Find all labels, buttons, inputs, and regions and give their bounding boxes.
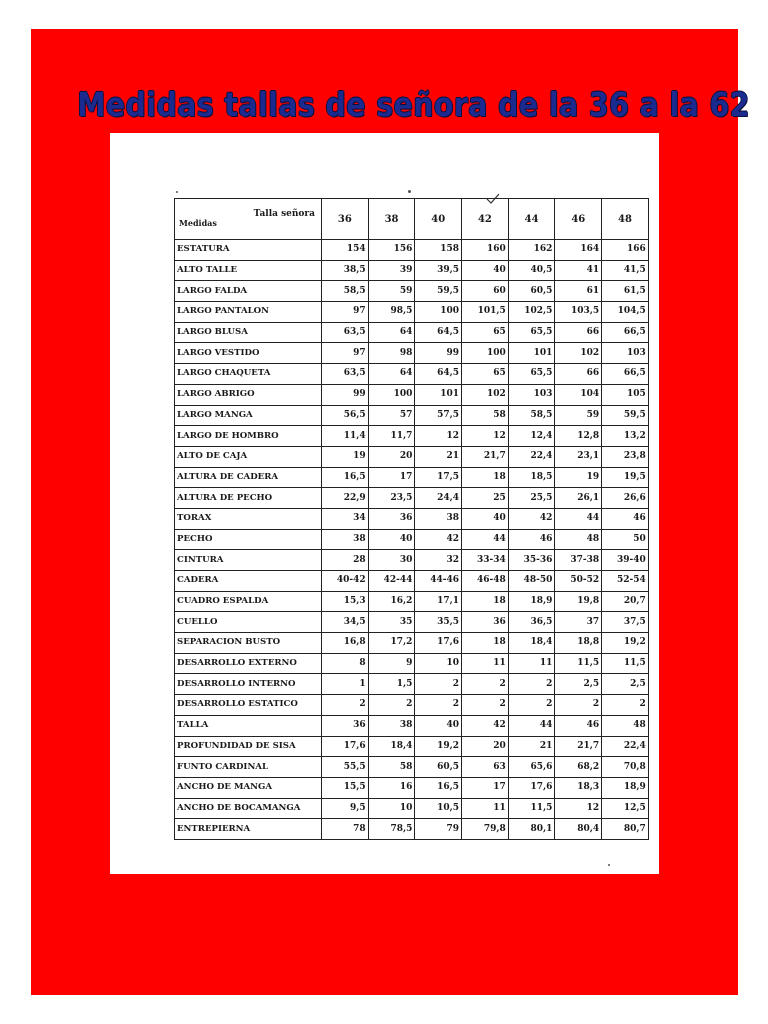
measure-value: 52-54 <box>602 571 649 592</box>
measure-value: 79 <box>415 819 462 840</box>
measure-value: 56,5 <box>322 405 369 426</box>
measure-value: 55,5 <box>322 757 369 778</box>
measure-value: 2 <box>322 695 369 716</box>
measure-value: 57,5 <box>415 405 462 426</box>
table-row <box>175 736 649 757</box>
table-row <box>175 281 649 302</box>
measure-label: ALTURA DE PECHO <box>175 488 322 509</box>
measure-label: LARGO DE HOMBRO <box>175 426 322 447</box>
measure-value: 40,5 <box>508 260 555 281</box>
table-row <box>175 322 649 343</box>
measure-value: 18,4 <box>508 633 555 654</box>
measure-value: 2 <box>415 674 462 695</box>
measure-value: 30 <box>368 550 415 571</box>
measure-value: 40 <box>462 260 509 281</box>
measure-value: 46 <box>602 508 649 529</box>
measure-value: 17,1 <box>415 591 462 612</box>
measure-value: 46 <box>508 529 555 550</box>
size-column-header: 46 <box>555 199 602 240</box>
table-row <box>175 571 649 592</box>
measure-value: 15,5 <box>322 777 369 798</box>
measure-value: 58,5 <box>508 405 555 426</box>
table-header-row <box>175 199 649 240</box>
measure-value: 79,8 <box>462 819 509 840</box>
measure-value: 101,5 <box>462 302 509 323</box>
measure-value: 78,5 <box>368 819 415 840</box>
measure-value: 23,8 <box>602 446 649 467</box>
measure-value: 19,2 <box>415 736 462 757</box>
measure-value: 41,5 <box>602 260 649 281</box>
measure-value: 48-50 <box>508 571 555 592</box>
table-row <box>175 777 649 798</box>
table-row <box>175 695 649 716</box>
measure-label: ALTO TALLE <box>175 260 322 281</box>
measure-value: 16,8 <box>322 633 369 654</box>
measure-value: 32 <box>415 550 462 571</box>
measure-value: 65 <box>462 364 509 385</box>
measure-value: 12 <box>415 426 462 447</box>
size-column-header: 42 <box>462 199 509 240</box>
measure-value: 11,7 <box>368 426 415 447</box>
table-row <box>175 426 649 447</box>
measure-value: 46-48 <box>462 571 509 592</box>
measure-value: 38 <box>322 529 369 550</box>
measure-value: 103 <box>508 384 555 405</box>
measure-value: 28 <box>322 550 369 571</box>
table-row <box>175 405 649 426</box>
measure-value: 2 <box>368 695 415 716</box>
table-row <box>175 819 649 840</box>
measure-value: 11 <box>462 798 509 819</box>
measure-label: DESARROLLO INTERNO <box>175 674 322 695</box>
measure-value: 102 <box>462 384 509 405</box>
measure-label: SEPARACION BUSTO <box>175 633 322 654</box>
table-row <box>175 612 649 633</box>
table-row <box>175 674 649 695</box>
measure-value: 37,5 <box>602 612 649 633</box>
measure-value: 102 <box>555 343 602 364</box>
measure-value: 19,8 <box>555 591 602 612</box>
measure-value: 16,5 <box>415 777 462 798</box>
measure-value: 65,5 <box>508 322 555 343</box>
measure-value: 18,9 <box>508 591 555 612</box>
measure-value: 26,6 <box>602 488 649 509</box>
measure-value: 64 <box>368 322 415 343</box>
measure-value: 97 <box>322 343 369 364</box>
size-column-header: 36 <box>322 199 369 240</box>
measure-value: 63,5 <box>322 364 369 385</box>
measure-value: 50 <box>602 529 649 550</box>
measure-value: 2 <box>462 695 509 716</box>
measure-value: 66 <box>555 364 602 385</box>
measure-value: 36 <box>322 715 369 736</box>
measure-value: 21,7 <box>555 736 602 757</box>
measure-label: LARGO CHAQUETA <box>175 364 322 385</box>
measure-value: 40 <box>368 529 415 550</box>
measure-value: 2 <box>555 695 602 716</box>
table-row <box>175 467 649 488</box>
measure-value: 99 <box>415 343 462 364</box>
measure-value: 22,9 <box>322 488 369 509</box>
measure-value: 42 <box>462 715 509 736</box>
measure-value: 39-40 <box>602 550 649 571</box>
size-measurements-table <box>174 198 649 840</box>
measure-value: 17,2 <box>368 633 415 654</box>
measure-value: 65,6 <box>508 757 555 778</box>
table-row <box>175 508 649 529</box>
measure-value: 19,2 <box>602 633 649 654</box>
measure-value: 38,5 <box>322 260 369 281</box>
measure-value: 18 <box>462 591 509 612</box>
measure-label: ANCHO DE MANGA <box>175 777 322 798</box>
measure-value: 17 <box>368 467 415 488</box>
measure-value: 1,5 <box>368 674 415 695</box>
measure-value: 18 <box>462 467 509 488</box>
table-row <box>175 550 649 571</box>
measure-value: 2 <box>508 674 555 695</box>
measure-value: 160 <box>462 240 509 261</box>
measure-value: 156 <box>368 240 415 261</box>
measure-label: CUELLO <box>175 612 322 633</box>
measure-value: 60 <box>462 281 509 302</box>
measure-value: 103,5 <box>555 302 602 323</box>
measure-label: PROFUNDIDAD DE SISA <box>175 736 322 757</box>
measure-value: 17,6 <box>415 633 462 654</box>
measure-value: 105 <box>602 384 649 405</box>
measure-value: 164 <box>555 240 602 261</box>
measure-value: 102,5 <box>508 302 555 323</box>
measure-value: 63 <box>462 757 509 778</box>
measure-value: 17 <box>462 777 509 798</box>
measure-value: 20 <box>368 446 415 467</box>
size-column-header: 40 <box>415 199 462 240</box>
measure-value: 15,3 <box>322 591 369 612</box>
measure-value: 59,5 <box>602 405 649 426</box>
table-row <box>175 488 649 509</box>
measure-value: 16 <box>368 777 415 798</box>
measure-value: 68,2 <box>555 757 602 778</box>
measure-label: FUNTO CARDINAL <box>175 757 322 778</box>
measure-value: 23,1 <box>555 446 602 467</box>
table-row <box>175 633 649 654</box>
measure-value: 101 <box>415 384 462 405</box>
measures-header-label: Medidas <box>179 218 217 228</box>
table-row <box>175 715 649 736</box>
measure-value: 22,4 <box>508 446 555 467</box>
measure-value: 70,8 <box>602 757 649 778</box>
measure-value: 21 <box>508 736 555 757</box>
table-row <box>175 757 649 778</box>
measure-value: 12 <box>462 426 509 447</box>
measure-value: 60,5 <box>508 281 555 302</box>
measure-value: 35,5 <box>415 612 462 633</box>
measure-value: 24,4 <box>415 488 462 509</box>
red-background-panel <box>31 29 750 995</box>
measure-value: 34,5 <box>322 612 369 633</box>
measure-value: 33-34 <box>462 550 509 571</box>
scan-speck <box>608 864 610 866</box>
measure-label: LARGO FALDA <box>175 281 322 302</box>
measure-value: 1 <box>322 674 369 695</box>
measure-value: 162 <box>508 240 555 261</box>
measure-value: 18,8 <box>555 633 602 654</box>
measure-value: 60,5 <box>415 757 462 778</box>
measure-value: 36 <box>462 612 509 633</box>
measure-value: 2,5 <box>602 674 649 695</box>
measure-value: 44 <box>555 508 602 529</box>
measure-value: 63,5 <box>322 322 369 343</box>
measure-value: 18,3 <box>555 777 602 798</box>
measure-label: CINTURA <box>175 550 322 571</box>
measure-label: TORAX <box>175 508 322 529</box>
measure-value: 20,7 <box>602 591 649 612</box>
measure-value: 78 <box>322 819 369 840</box>
measure-value: 66 <box>555 322 602 343</box>
measure-label: TALLA <box>175 715 322 736</box>
measure-value: 21 <box>415 446 462 467</box>
measure-value: 58,5 <box>322 281 369 302</box>
table-body <box>175 240 649 840</box>
page-title: Medidas tallas de señora de la 36 a la 62 <box>77 85 750 124</box>
scanned-sheet <box>110 133 659 874</box>
measure-value: 13,2 <box>602 426 649 447</box>
measure-value: 98 <box>368 343 415 364</box>
corner-header-cell <box>175 199 322 240</box>
measure-value: 99 <box>322 384 369 405</box>
measure-value: 61 <box>555 281 602 302</box>
table-row <box>175 529 649 550</box>
measure-value: 35 <box>368 612 415 633</box>
measure-value: 34 <box>322 508 369 529</box>
measure-value: 40 <box>462 508 509 529</box>
measure-value: 46 <box>555 715 602 736</box>
measure-value: 59 <box>368 281 415 302</box>
measure-value: 65,5 <box>508 364 555 385</box>
measure-value: 2 <box>415 695 462 716</box>
table-row <box>175 384 649 405</box>
measure-value: 19 <box>322 446 369 467</box>
measure-value: 59,5 <box>415 281 462 302</box>
measure-value: 39 <box>368 260 415 281</box>
measure-value: 65 <box>462 322 509 343</box>
measure-value: 21,7 <box>462 446 509 467</box>
measure-label: ESTATURA <box>175 240 322 261</box>
measure-label: ALTO DE CAJA <box>175 446 322 467</box>
measure-value: 64,5 <box>415 364 462 385</box>
measure-value: 100 <box>462 343 509 364</box>
measure-value: 41 <box>555 260 602 281</box>
measure-value: 17,6 <box>322 736 369 757</box>
measure-label: DESARROLLO EXTERNO <box>175 653 322 674</box>
measure-value: 80,1 <box>508 819 555 840</box>
measure-label: ENTREPIERNA <box>175 819 322 840</box>
measure-label: LARGO VESTIDO <box>175 343 322 364</box>
measure-value: 42 <box>508 508 555 529</box>
measure-value: 80,7 <box>602 819 649 840</box>
measure-label: ANCHO DE BOCAMANGA <box>175 798 322 819</box>
measure-value: 61,5 <box>602 281 649 302</box>
measure-value: 2 <box>508 695 555 716</box>
measure-value: 66,5 <box>602 322 649 343</box>
scan-speck <box>408 190 411 193</box>
measure-value: 39,5 <box>415 260 462 281</box>
measure-value: 10,5 <box>415 798 462 819</box>
measure-value: 11,5 <box>508 798 555 819</box>
measure-value: 19 <box>555 467 602 488</box>
measure-value: 64 <box>368 364 415 385</box>
size-column-header: 38 <box>368 199 415 240</box>
measure-value: 58 <box>462 405 509 426</box>
size-header-label: Talla señora <box>253 209 315 219</box>
measure-value: 44 <box>462 529 509 550</box>
measure-label: LARGO PANTALON <box>175 302 322 323</box>
measure-value: 58 <box>368 757 415 778</box>
table-row <box>175 653 649 674</box>
measure-value: 17,5 <box>415 467 462 488</box>
measure-value: 166 <box>602 240 649 261</box>
measure-value: 100 <box>368 384 415 405</box>
measure-value: 37 <box>555 612 602 633</box>
table-row <box>175 260 649 281</box>
table-row <box>175 446 649 467</box>
measure-value: 19,5 <box>602 467 649 488</box>
measure-value: 40-42 <box>322 571 369 592</box>
size-column-header: 44 <box>508 199 555 240</box>
measure-value: 104 <box>555 384 602 405</box>
measure-value: 38 <box>368 715 415 736</box>
measure-value: 11 <box>508 653 555 674</box>
table-row <box>175 364 649 385</box>
measure-value: 11,4 <box>322 426 369 447</box>
table-row <box>175 240 649 261</box>
measure-value: 12,4 <box>508 426 555 447</box>
measure-value: 25,5 <box>508 488 555 509</box>
measure-label: LARGO BLUSA <box>175 322 322 343</box>
table-row <box>175 591 649 612</box>
measure-value: 37-38 <box>555 550 602 571</box>
measure-value: 25 <box>462 488 509 509</box>
measure-value: 44-46 <box>415 571 462 592</box>
measure-value: 20 <box>462 736 509 757</box>
measure-value: 64,5 <box>415 322 462 343</box>
measure-value: 22,4 <box>602 736 649 757</box>
measure-value: 48 <box>602 715 649 736</box>
measure-value: 10 <box>415 653 462 674</box>
measure-value: 18,5 <box>508 467 555 488</box>
measure-value: 100 <box>415 302 462 323</box>
measure-value: 11,5 <box>555 653 602 674</box>
measure-value: 50-52 <box>555 571 602 592</box>
measure-value: 2 <box>462 674 509 695</box>
measure-value: 35-36 <box>508 550 555 571</box>
measure-value: 40 <box>415 715 462 736</box>
measure-value: 16,5 <box>322 467 369 488</box>
measure-value: 12,8 <box>555 426 602 447</box>
measure-value: 9,5 <box>322 798 369 819</box>
measure-label: LARGO MANGA <box>175 405 322 426</box>
measure-value: 38 <box>415 508 462 529</box>
measure-value: 23,5 <box>368 488 415 509</box>
measure-value: 36 <box>368 508 415 529</box>
measure-value: 42 <box>415 529 462 550</box>
measure-value: 44 <box>508 715 555 736</box>
measure-value: 17,6 <box>508 777 555 798</box>
measure-value: 2 <box>602 695 649 716</box>
measure-value: 8 <box>322 653 369 674</box>
measure-label: DESARROLLO ESTATICO <box>175 695 322 716</box>
measure-value: 59 <box>555 405 602 426</box>
measure-value: 11,5 <box>602 653 649 674</box>
measure-label: PECHO <box>175 529 322 550</box>
measure-value: 158 <box>415 240 462 261</box>
table-row <box>175 343 649 364</box>
measure-value: 18,4 <box>368 736 415 757</box>
measure-label: LARGO ABRIGO <box>175 384 322 405</box>
size-column-header: 48 <box>602 199 649 240</box>
measure-value: 9 <box>368 653 415 674</box>
measure-value: 104,5 <box>602 302 649 323</box>
measure-value: 2,5 <box>555 674 602 695</box>
measure-value: 18 <box>462 633 509 654</box>
measure-value: 12 <box>555 798 602 819</box>
measure-value: 57 <box>368 405 415 426</box>
measure-value: 48 <box>555 529 602 550</box>
scan-speck <box>176 191 178 193</box>
measure-value: 12,5 <box>602 798 649 819</box>
measure-value: 10 <box>368 798 415 819</box>
measure-value: 26,1 <box>555 488 602 509</box>
measure-value: 103 <box>602 343 649 364</box>
measure-value: 11 <box>462 653 509 674</box>
measure-value: 18,9 <box>602 777 649 798</box>
measure-value: 101 <box>508 343 555 364</box>
measure-value: 66,5 <box>602 364 649 385</box>
measure-value: 154 <box>322 240 369 261</box>
measure-value: 42-44 <box>368 571 415 592</box>
table-row <box>175 302 649 323</box>
measure-value: 16,2 <box>368 591 415 612</box>
measure-label: CADERA <box>175 571 322 592</box>
measure-value: 98,5 <box>368 302 415 323</box>
measure-value: 36,5 <box>508 612 555 633</box>
measure-label: CUADRO ESPALDA <box>175 591 322 612</box>
table-row <box>175 798 649 819</box>
measure-label: ALTURA DE CADERA <box>175 467 322 488</box>
measure-value: 80,4 <box>555 819 602 840</box>
measure-value: 97 <box>322 302 369 323</box>
